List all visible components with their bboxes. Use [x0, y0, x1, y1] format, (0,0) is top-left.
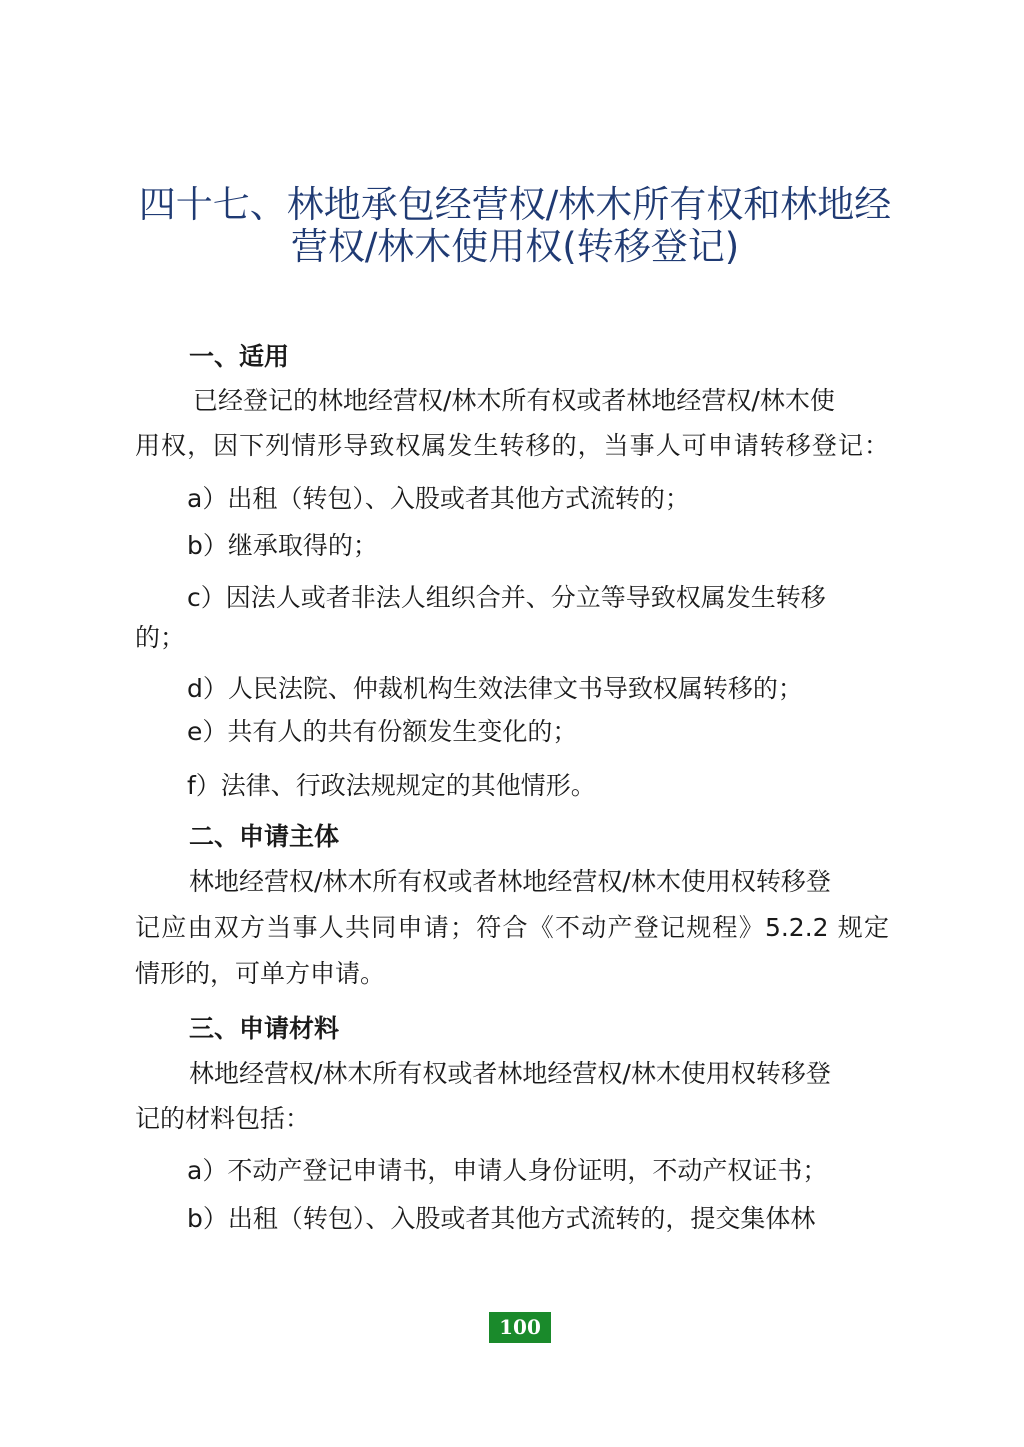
- paragraph-line: 记的材料包括：: [135, 1104, 311, 1133]
- list-item-f: f）法律、行政法规规定的其他情形。: [187, 771, 596, 800]
- section-heading-applicant: 二、申请主体: [189, 822, 340, 851]
- paragraph-line: 情形的，可单方申请。: [135, 959, 386, 988]
- list-item-b: b）出租（转包）、入股或者其他方式流转的，提交集体林: [187, 1204, 816, 1233]
- paragraph-line: 林地经营权/林木所有权或者林地经营权/林木使用权转移登: [189, 867, 831, 896]
- paragraph-line: 林地经营权/林木所有权或者林地经营权/林木使用权转移登: [189, 1059, 831, 1088]
- list-item-d: d）人民法院、仲裁机构生效法律文书导致权属转移的；: [187, 674, 803, 703]
- list-item-c-continued: 的；: [135, 623, 186, 652]
- section-heading-applicability: 一、适用: [189, 342, 290, 371]
- list-item-a: a）不动产登记申请书，申请人身份证明，不动产权证书；: [187, 1156, 828, 1185]
- section-heading-materials: 三、申请材料: [189, 1014, 340, 1043]
- paragraph-line: 已经登记的林地经营权/林木所有权或者林地经营权/林木使: [193, 386, 835, 415]
- paragraph-line: 记应由双方当事人共同申请；符合《不动产登记规程》5.2.2 规定: [135, 913, 889, 942]
- page-title-line-2: 营权/林木使用权(转移登记): [290, 225, 740, 268]
- list-item-e: e）共有人的共有份额发生变化的；: [187, 717, 578, 746]
- list-item-b: b）继承取得的；: [187, 531, 378, 560]
- list-item-a: a）出租（转包）、入股或者其他方式流转的；: [187, 484, 690, 513]
- page-number-badge: 100: [489, 1312, 551, 1343]
- list-item-c: c）因法人或者非法人组织合并、分立等导致权属发生转移: [187, 583, 826, 612]
- page-title-line-1: 四十七、林地承包经营权/林木所有权和林地经: [138, 183, 892, 226]
- paragraph-line: 用权，因下列情形导致权属发生转移的，当事人可申请转移登记：: [135, 431, 889, 460]
